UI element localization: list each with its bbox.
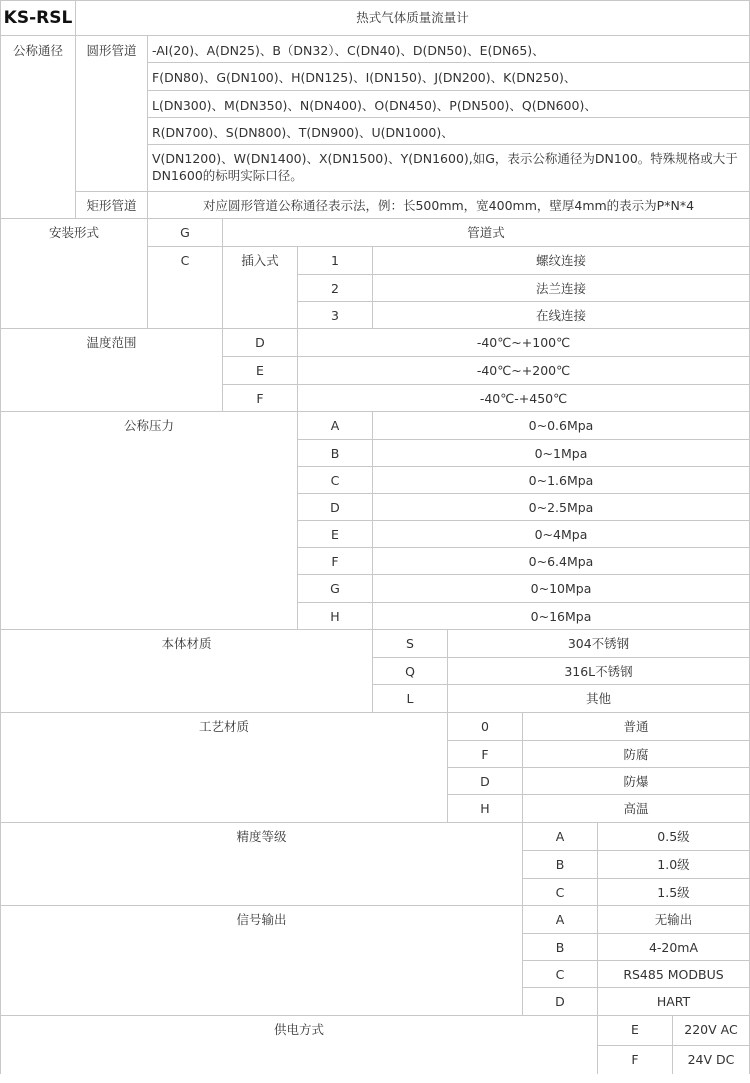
round-pipe-codes-line: -AI(20)、A(DN25)、B（DN32）、C(DN40)、D(DN50)、E(DN65)、 (147, 35, 750, 62)
pressure-option-desc: 0~4Mpa (372, 520, 750, 547)
temperature-option-desc: -40℃-+450℃ (297, 384, 750, 411)
accuracy-option-code: A (522, 822, 597, 850)
pressure-option-code: B (297, 439, 372, 466)
pressure-option-desc: 0~16Mpa (372, 602, 750, 629)
pressure-option-code: G (297, 574, 372, 602)
process-material-option-desc: 普通 (522, 712, 750, 740)
install-option-code: 2 (297, 274, 372, 301)
process-material-option-code: H (447, 794, 522, 822)
product-name-cell: 热式气体质量流量计 (75, 0, 750, 35)
body-material-option-desc: 304不锈钢 (447, 629, 750, 657)
install-sub-insert: 插入式 (222, 246, 297, 328)
process-material-option-code: D (447, 767, 522, 794)
signal-option-code: B (522, 933, 597, 960)
install-option-code: 3 (297, 301, 372, 328)
power-option-desc: 220V AC (672, 1015, 750, 1045)
round-pipe-label: 圆形管道 (75, 35, 147, 191)
pressure-option-code: D (297, 493, 372, 520)
pressure-option-code: A (297, 411, 372, 439)
pressure-option-desc: 0~2.5Mpa (372, 493, 750, 520)
power-label: 供电方式 (0, 1015, 597, 1074)
body-material-option-desc: 其他 (447, 684, 750, 712)
pressure-option-desc: 0~10Mpa (372, 574, 750, 602)
signal-option-code: D (522, 987, 597, 1015)
pressure-option-code: C (297, 466, 372, 493)
signal-option-code: A (522, 905, 597, 933)
body-material-option-code: S (372, 629, 447, 657)
process-material-label: 工艺材质 (0, 712, 447, 822)
pressure-option-code: E (297, 520, 372, 547)
accuracy-option-code: B (522, 850, 597, 878)
pressure-label: 公称压力 (0, 411, 297, 629)
pressure-option-code: F (297, 547, 372, 574)
rect-pipe-text: 对应圆形管道公称通径表示法，例：长500mm，宽400mm，壁厚4mm的表示为P*N*4 (147, 191, 750, 218)
pressure-option-desc: 0~1Mpa (372, 439, 750, 466)
body-material-option-desc: 316L不锈钢 (447, 657, 750, 684)
install-label: 安装形式 (0, 218, 147, 328)
body-material-option-code: Q (372, 657, 447, 684)
body-material-option-code: L (372, 684, 447, 712)
rect-pipe-label: 矩形管道 (75, 191, 147, 218)
round-pipe-codes-line: R(DN700)、S(DN800)、T(DN900)、U(DN1000)、 (147, 117, 750, 144)
model-code-cell: KS-RSL (0, 0, 75, 35)
accuracy-option-desc: 0.5级 (597, 822, 750, 850)
signal-option-desc: HART (597, 987, 750, 1015)
install-option-desc: 螺纹连接 (372, 246, 750, 274)
power-option-desc: 24V DC (672, 1045, 750, 1074)
process-material-option-code: 0 (447, 712, 522, 740)
signal-label: 信号输出 (0, 905, 522, 1015)
power-option-code: E (597, 1015, 672, 1045)
process-material-option-code: F (447, 740, 522, 767)
nominal-label: 公称通径 (0, 35, 75, 218)
signal-option-desc: 无输出 (597, 905, 750, 933)
temperature-option-code: F (222, 384, 297, 411)
pressure-option-desc: 0~1.6Mpa (372, 466, 750, 493)
round-pipe-codes-line: F(DN80)、G(DN100)、H(DN125)、I(DN150)、J(DN200)、K(DN250)、 (147, 62, 750, 90)
round-pipe-codes-line: V(DN1200)、W(DN1400)、X(DN1500)、Y(DN1600),如G，表示公称通径为DN100。特殊规格或大于DN1600的标明实际口径。 (147, 144, 750, 191)
signal-option-code: C (522, 960, 597, 987)
power-option-code: F (597, 1045, 672, 1074)
pressure-option-desc: 0~6.4Mpa (372, 547, 750, 574)
accuracy-label: 精度等级 (0, 822, 522, 905)
temperature-option-desc: -40℃~+200℃ (297, 356, 750, 384)
round-pipe-codes-line: L(DN300)、M(DN350)、N(DN400)、O(DN450)、P(DN500)、Q(DN600)、 (147, 90, 750, 117)
install-code-g: G (147, 218, 222, 246)
temperature-option-code: E (222, 356, 297, 384)
install-desc-g: 管道式 (222, 218, 750, 246)
install-option-desc: 法兰连接 (372, 274, 750, 301)
body-material-label: 本体材质 (0, 629, 372, 712)
temperature-option-desc: -40℃~+100℃ (297, 328, 750, 356)
temperature-label: 温度范围 (0, 328, 222, 411)
accuracy-option-desc: 1.5级 (597, 878, 750, 905)
pressure-option-code: H (297, 602, 372, 629)
temperature-option-code: D (222, 328, 297, 356)
signal-option-desc: 4-20mA (597, 933, 750, 960)
process-material-option-desc: 防腐 (522, 740, 750, 767)
process-material-option-desc: 高温 (522, 794, 750, 822)
accuracy-option-code: C (522, 878, 597, 905)
install-option-code: 1 (297, 246, 372, 274)
install-option-desc: 在线连接 (372, 301, 750, 328)
install-code-c: C (147, 246, 222, 328)
pressure-option-desc: 0~0.6Mpa (372, 411, 750, 439)
accuracy-option-desc: 1.0级 (597, 850, 750, 878)
signal-option-desc: RS485 MODBUS (597, 960, 750, 987)
process-material-option-desc: 防爆 (522, 767, 750, 794)
